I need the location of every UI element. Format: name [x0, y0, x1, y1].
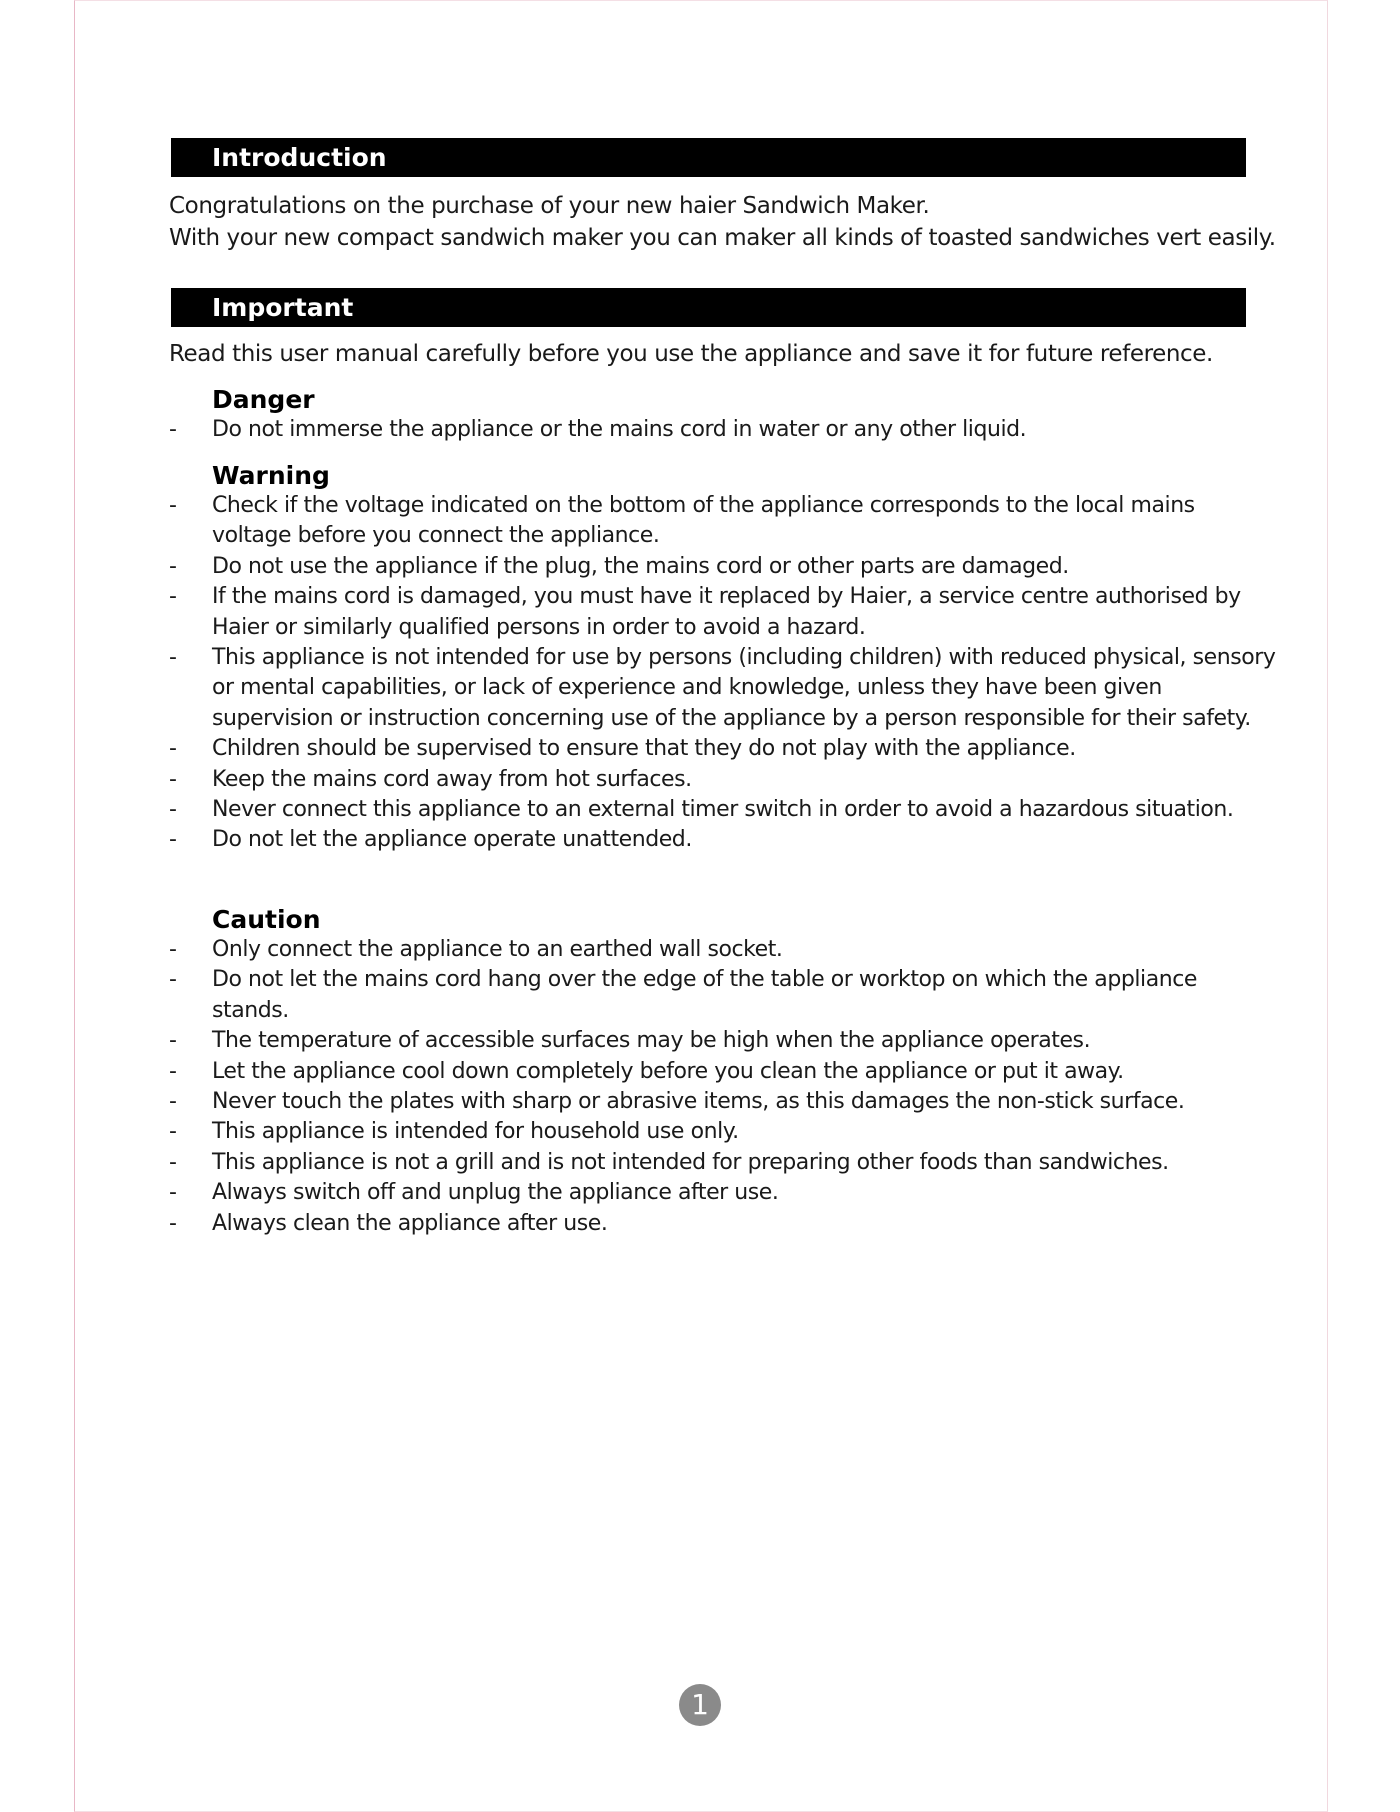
- caution-item: [169, 1057, 1279, 1087]
- warning-item: [169, 491, 1279, 552]
- item-text: Do not use the appliance if the plug, the mains cord or other parts are damaged.: [212, 553, 1069, 579]
- item-text: Always clean the appliance after use.: [212, 1210, 608, 1236]
- bullet-dash: -: [169, 967, 177, 993]
- warning-item: [169, 825, 1279, 855]
- caution-list: [169, 935, 1279, 1239]
- bullet-dash: -: [169, 1180, 177, 1206]
- bullet-dash: -: [169, 1058, 177, 1084]
- caution-item: [169, 965, 1279, 1026]
- item-text: This appliance is intended for household use only.: [212, 1119, 739, 1145]
- caution-item: [169, 1148, 1279, 1178]
- caution-item: [169, 1117, 1279, 1147]
- introduction-heading: Introduction: [171, 138, 1246, 177]
- bullet-dash: -: [169, 827, 177, 853]
- caution-item: [169, 1087, 1279, 1117]
- bullet-dash: -: [169, 797, 177, 823]
- important-intro: Read this user manual carefully before you use the appliance and save it for future reference.: [169, 341, 1213, 367]
- caution-item: [169, 1026, 1279, 1056]
- warning-heading: Warning: [212, 461, 330, 490]
- item-text: Do not immerse the appliance or the mains cord in water or any other liquid.: [212, 417, 1027, 442]
- caution-heading: Caution: [212, 905, 321, 934]
- bullet-dash: -: [169, 1149, 177, 1175]
- item-text: Never connect this appliance to an external timer switch in order to avoid a hazardous situation.: [212, 797, 1234, 823]
- caution-item: [169, 1209, 1279, 1239]
- item-text: Keep the mains cord away from hot surfaces.: [212, 766, 692, 792]
- caution-item: [169, 935, 1279, 965]
- page-number: 1: [679, 1684, 721, 1726]
- warning-item: [169, 765, 1279, 795]
- danger-heading: Danger: [212, 385, 315, 414]
- introduction-line-1: Congratulations on the purchase of your new haier Sandwich Maker.: [169, 193, 930, 219]
- warning-item: [169, 582, 1279, 643]
- bullet-dash: -: [169, 736, 177, 762]
- bullet-dash: -: [169, 493, 177, 518]
- warning-item: [169, 795, 1279, 825]
- item-text: Do not let the mains cord hang over the edge of the table or worktop on which the appliance stands.: [212, 967, 1197, 1023]
- item-text: Let the appliance cool down completely before you clean the appliance or put it away.: [212, 1058, 1124, 1084]
- warning-list: [169, 491, 1279, 856]
- bullet-dash: -: [169, 1089, 177, 1115]
- item-text: Children should be supervised to ensure that they do not play with the appliance.: [212, 736, 1076, 762]
- item-text: Only connect the appliance to an earthed wall socket.: [212, 937, 783, 962]
- item-text: Check if the voltage indicated on the bottom of the appliance corresponds to the local mains voltage before you connect the appliance.: [212, 493, 1195, 549]
- danger-item: [169, 415, 1279, 445]
- item-text: The temperature of accessible surfaces may be high when the appliance operates.: [212, 1028, 1091, 1054]
- caution-item: [169, 1178, 1279, 1208]
- item-text: Never touch the plates with sharp or abrasive items, as this damages the non-stick surface.: [212, 1089, 1185, 1115]
- warning-item: [169, 643, 1279, 734]
- bullet-dash: -: [169, 766, 177, 792]
- item-text: Do not let the appliance operate unattended.: [212, 827, 692, 853]
- item-text: This appliance is not intended for use by persons (including children) with reduced physical, sensory or mental capabilities, or lack of experience and knowledge, unless they have been given supervision or instruction concerning use of the appliance by a person responsible for their safety.: [212, 645, 1276, 731]
- danger-list: [169, 415, 1279, 445]
- item-text: If the mains cord is damaged, you must have it replaced by Haier, a service centre authorised by Haier or similarly qualified persons in order to avoid a hazard.: [212, 584, 1241, 640]
- item-text: This appliance is not a grill and is not intended for preparing other foods than sandwiches.: [212, 1149, 1169, 1175]
- bullet-dash: -: [169, 645, 177, 671]
- introduction-line-2: With your new compact sandwich maker you can maker all kinds of toasted sandwiches vert easily.: [169, 225, 1276, 251]
- bullet-dash: -: [169, 1119, 177, 1145]
- bullet-dash: -: [169, 1210, 177, 1236]
- bullet-dash: -: [169, 1028, 177, 1054]
- warning-item: [169, 552, 1279, 582]
- bullet-dash: -: [169, 584, 177, 610]
- bullet-dash: -: [169, 553, 177, 579]
- bullet-dash: -: [169, 937, 177, 962]
- bullet-dash: -: [169, 417, 177, 442]
- warning-item: [169, 734, 1279, 764]
- important-heading: Important: [171, 288, 1246, 327]
- item-text: Always switch off and unplug the appliance after use.: [212, 1180, 779, 1206]
